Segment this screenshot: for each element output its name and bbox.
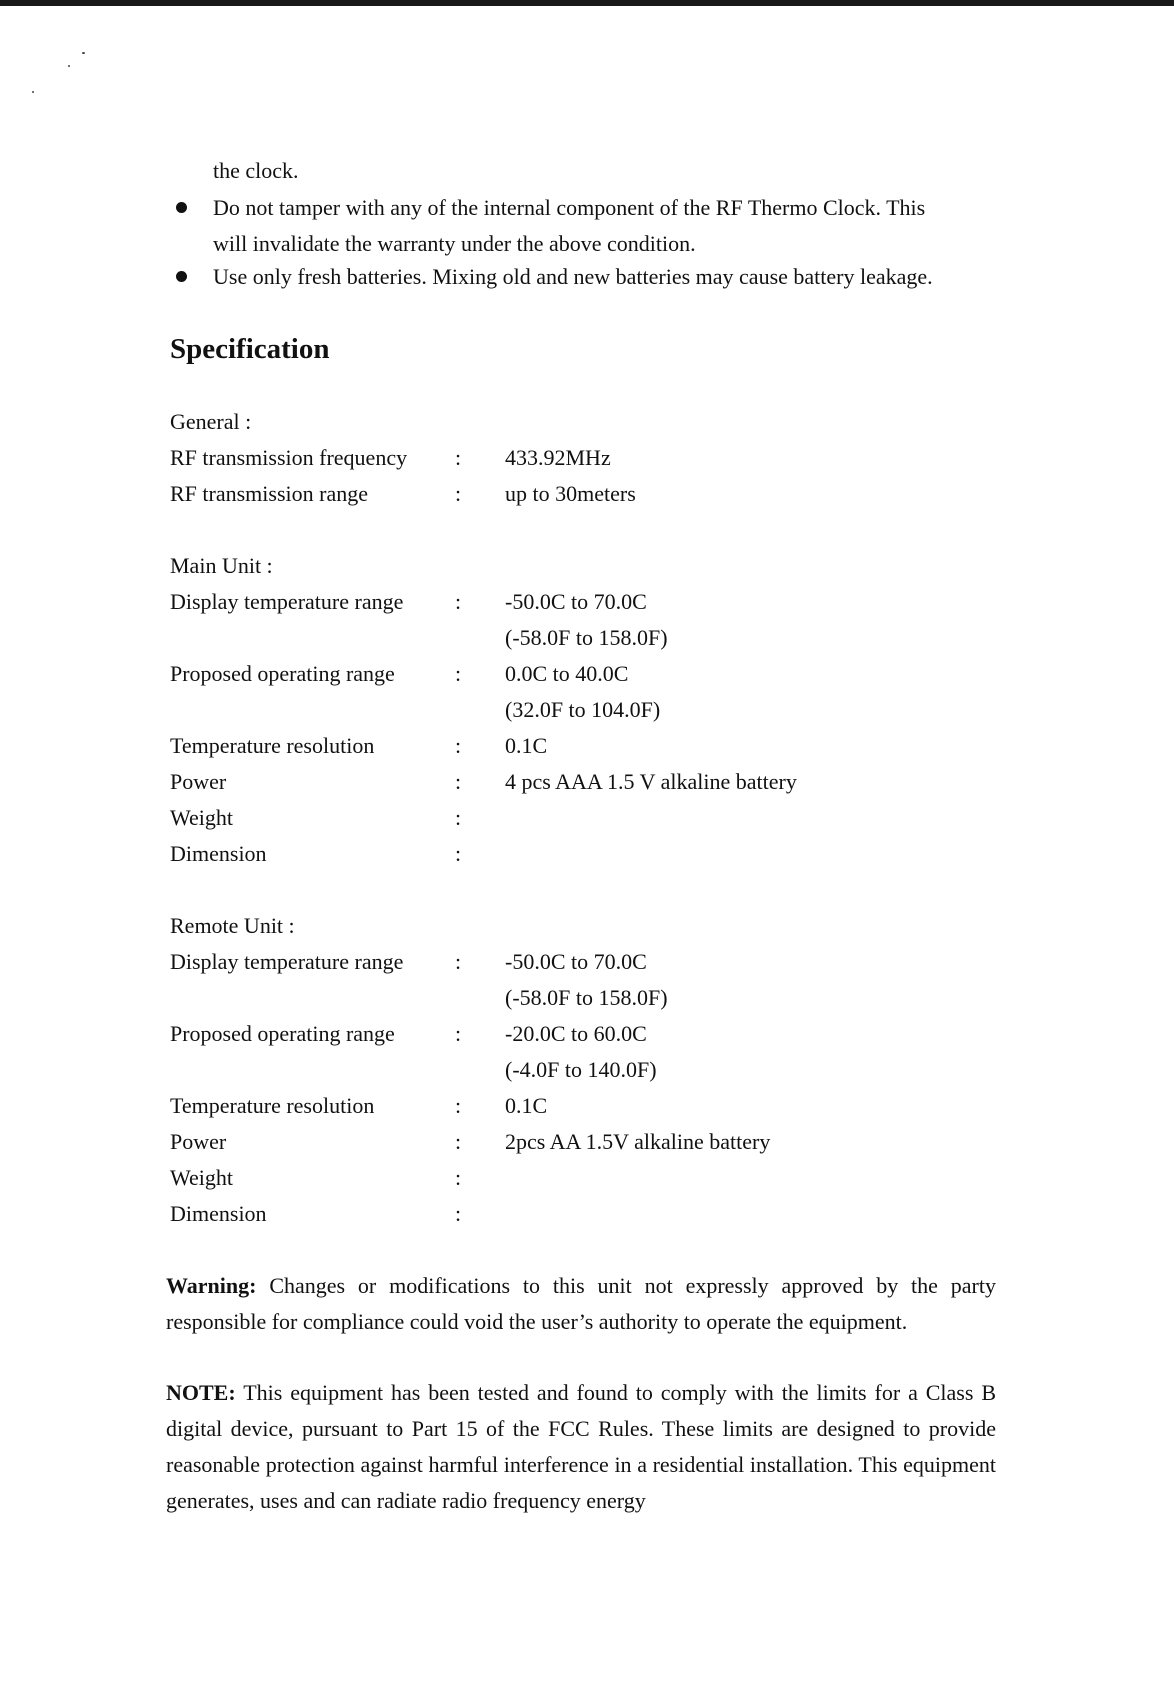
spec-label: Display temperature range bbox=[170, 949, 404, 974]
spec-separator: : bbox=[455, 1021, 462, 1046]
warning-text: Changes or modifications to this unit not expressly approved by the party responsible for compliance could void the user’s authority to operate the equipment. bbox=[166, 1273, 996, 1334]
spec-label: Proposed operating range bbox=[170, 1021, 395, 1046]
spec-value: up to 30meters bbox=[505, 481, 636, 506]
spec-label: Weight bbox=[170, 805, 233, 830]
spec-value: 4 pcs AAA 1.5 V alkaline battery bbox=[505, 769, 797, 794]
spec-value-alt: (-58.0F to 158.0F) bbox=[505, 625, 668, 650]
spec-separator: : bbox=[455, 1201, 462, 1226]
spec-separator: : bbox=[455, 661, 462, 686]
spec-group-title: Main Unit : bbox=[170, 553, 273, 578]
spec-value: 0.0C to 40.0C bbox=[505, 661, 629, 686]
warning-paragraph bbox=[166, 1268, 996, 1340]
section-heading: Specification bbox=[170, 333, 330, 365]
spec-value: -50.0C to 70.0C bbox=[505, 949, 647, 974]
spec-separator: : bbox=[455, 589, 462, 614]
spec-label: RF transmission frequency bbox=[170, 445, 408, 470]
bullet-icon bbox=[176, 202, 187, 213]
spec-value: 0.1C bbox=[505, 1093, 548, 1118]
spec-separator: : bbox=[455, 805, 462, 830]
intro-continuation: the clock. bbox=[213, 158, 299, 183]
spec-value: -50.0C to 70.0C bbox=[505, 589, 647, 614]
spec-group-title: General : bbox=[170, 409, 252, 434]
spec-label: Temperature resolution bbox=[170, 1093, 375, 1118]
spec-separator: : bbox=[455, 445, 462, 470]
spec-label: Dimension bbox=[170, 1201, 267, 1226]
spec-separator: : bbox=[455, 841, 462, 866]
spec-separator: : bbox=[455, 1165, 462, 1190]
spec-value-alt: (32.0F to 104.0F) bbox=[505, 697, 661, 722]
spec-separator: : bbox=[455, 1093, 462, 1118]
spec-separator: : bbox=[455, 949, 462, 974]
spec-group-title: Remote Unit : bbox=[170, 913, 295, 938]
bullet-line: will invalidate the warranty under the above condition. bbox=[213, 231, 696, 256]
warning-label: Warning: bbox=[166, 1273, 257, 1298]
spec-label: Proposed operating range bbox=[170, 661, 395, 686]
spec-value: 2pcs AA 1.5V alkaline battery bbox=[505, 1129, 771, 1154]
spec-label: Power bbox=[170, 769, 227, 794]
spec-value-alt: (-58.0F to 158.0F) bbox=[505, 985, 668, 1010]
spec-separator: : bbox=[455, 1129, 462, 1154]
note-label: NOTE: bbox=[166, 1380, 236, 1405]
bullet-icon bbox=[176, 271, 187, 282]
spec-separator: : bbox=[455, 481, 462, 506]
spec-label: Power bbox=[170, 1129, 227, 1154]
spec-value-alt: (-4.0F to 140.0F) bbox=[505, 1057, 657, 1082]
note-paragraph bbox=[166, 1375, 996, 1519]
spec-label: Display temperature range bbox=[170, 589, 404, 614]
spec-label: Weight bbox=[170, 1165, 233, 1190]
spec-value: 0.1C bbox=[505, 733, 548, 758]
spec-label: Dimension bbox=[170, 841, 267, 866]
spec-value: 433.92MHz bbox=[505, 445, 611, 470]
spec-separator: : bbox=[455, 769, 462, 794]
spec-label: Temperature resolution bbox=[170, 733, 375, 758]
note-text: This equipment has been tested and found to comply with the limits for a Class B digital device, pursuant to Part 15 of the FCC Rules. These limits are designed to provide reasonable protection against harmful interference in a residential installation. This equipment generates, uses and can radiate radio frequency energy bbox=[166, 1380, 996, 1513]
spec-separator: : bbox=[455, 733, 462, 758]
spec-label: RF transmission range bbox=[170, 481, 368, 506]
bullet-line: Do not tamper with any of the internal component of the RF Thermo Clock. This bbox=[213, 195, 926, 220]
spec-value: -20.0C to 60.0C bbox=[505, 1021, 647, 1046]
bullet-line: Use only fresh batteries. Mixing old and new batteries may cause battery leakage. bbox=[213, 264, 933, 289]
